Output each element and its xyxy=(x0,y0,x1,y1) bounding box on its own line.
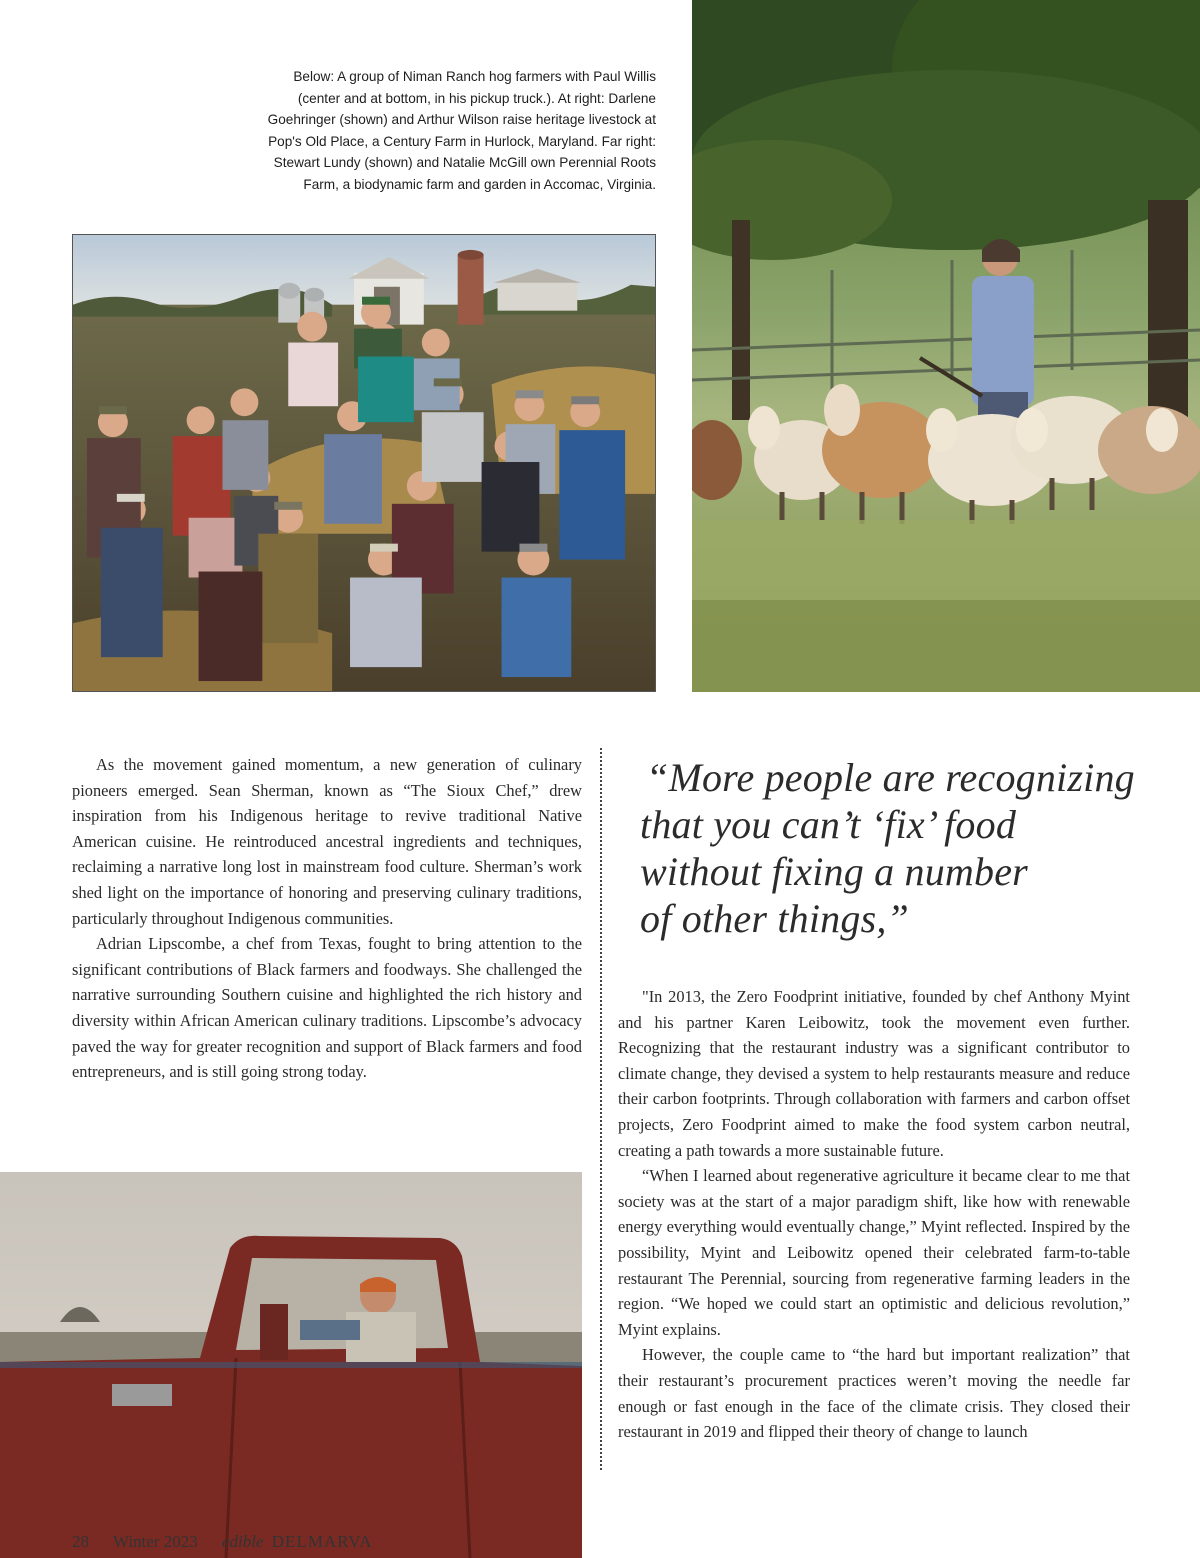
article-paragraph: Adrian Lipscombe, a chef from Texas, fought to bring attention to the significant contributions of Black farmers and foodways. She challenged the narrative surrounding Southern cuisine and highlighted the rich history and diversity within African American culinary traditions. Lipscombe’s advocacy paved the way for greater recognition and support of Black farmers and food entrepreneurs, and is still going strong today. xyxy=(72,934,582,1082)
pull-quote-line: without fixing a number xyxy=(640,849,1028,894)
article-left-column xyxy=(72,752,582,1085)
pull-quote-line: that you can’t ‘fix’ food xyxy=(640,802,1017,847)
issue-label: Winter 2023 xyxy=(112,1532,198,1551)
pull-quote xyxy=(640,754,1160,942)
article-paragraph: "In 2013, the Zero Foodprint initiative, founded by chef Anthony Myint and his partner Karen Leibowitz, took the movement even further. Recognizing that the restaurant industry was a significant contributor to climate change, they devised a system to help restaurants measure and reduce their carbon footprints. Through collaboration with farmers and carbon offset projects, Zero Foodprint aimed to make the food system carbon neutral, creating a path towards a more sustainable future. xyxy=(618,987,1130,1160)
article-paragraph: “When I learned about regenerative agriculture it became clear to me that society was at the start of a major paradigm shift, like how with renewable energy everything would eventually change,” Myint reflected. Inspired by the possibility, Myint and Leibowitz opened their celebrated farm-to-table restaurant The Perennial, sourcing from regenerative farming leaders in the region. “We hoped we could start an optimistic and delicious revolution,” Myint explains. xyxy=(618,1166,1130,1339)
brand-name: DELMARVA xyxy=(271,1532,373,1551)
brand-prefix: edible xyxy=(221,1532,264,1551)
article-paragraph: As the movement gained momentum, a new generation of culinary pioneers emerged. Sean Sherman, known as “The Sioux Chef,” drew inspiration from his Indigenous heritage to revive traditional Native American cuisine. He reintroduced ancestral ingredients and techniques, reclaiming a narrative long lost in mainstream food culture. Sherman’s work shed light on the importance of honoring and preserving culinary traditions, particularly throughout Indigenous communities. xyxy=(72,755,582,928)
article-right-column xyxy=(618,984,1130,1445)
farmers-group-photo xyxy=(72,234,656,692)
column-divider xyxy=(600,748,602,1470)
photo-caption: Below: A group of Niman Ranch hog farmers with Paul Willis (center and at bottom, in his pickup truck.). At right: Darlene Goehringer (shown) and Arthur Wilson raise heritage livestock at Pop's Old Place, a Century Farm in Hurlock, Maryland. Far right: Stewart Lundy (shown) and Natalie McGill own Perennial Roots Farm, a biodynamic farm and garden in Accomac, Virginia. xyxy=(267,69,656,192)
page-footer xyxy=(72,1532,373,1556)
article-paragraph: However, the couple came to “the hard but important realization” that their restaurant’s procurement practices weren’t moving the needle far enough or fast enough in the face of the climate crisis. They closed their restaurant in 2019 and flipped their theory of change to launch xyxy=(618,1345,1130,1442)
pull-quote-line: of other things,” xyxy=(640,896,909,941)
sheep-farmer-photo xyxy=(692,0,1200,692)
pickup-truck-photo xyxy=(0,1172,582,1558)
pull-quote-line: “More people are recognizing xyxy=(646,755,1135,800)
page-number: 28 xyxy=(72,1532,89,1551)
